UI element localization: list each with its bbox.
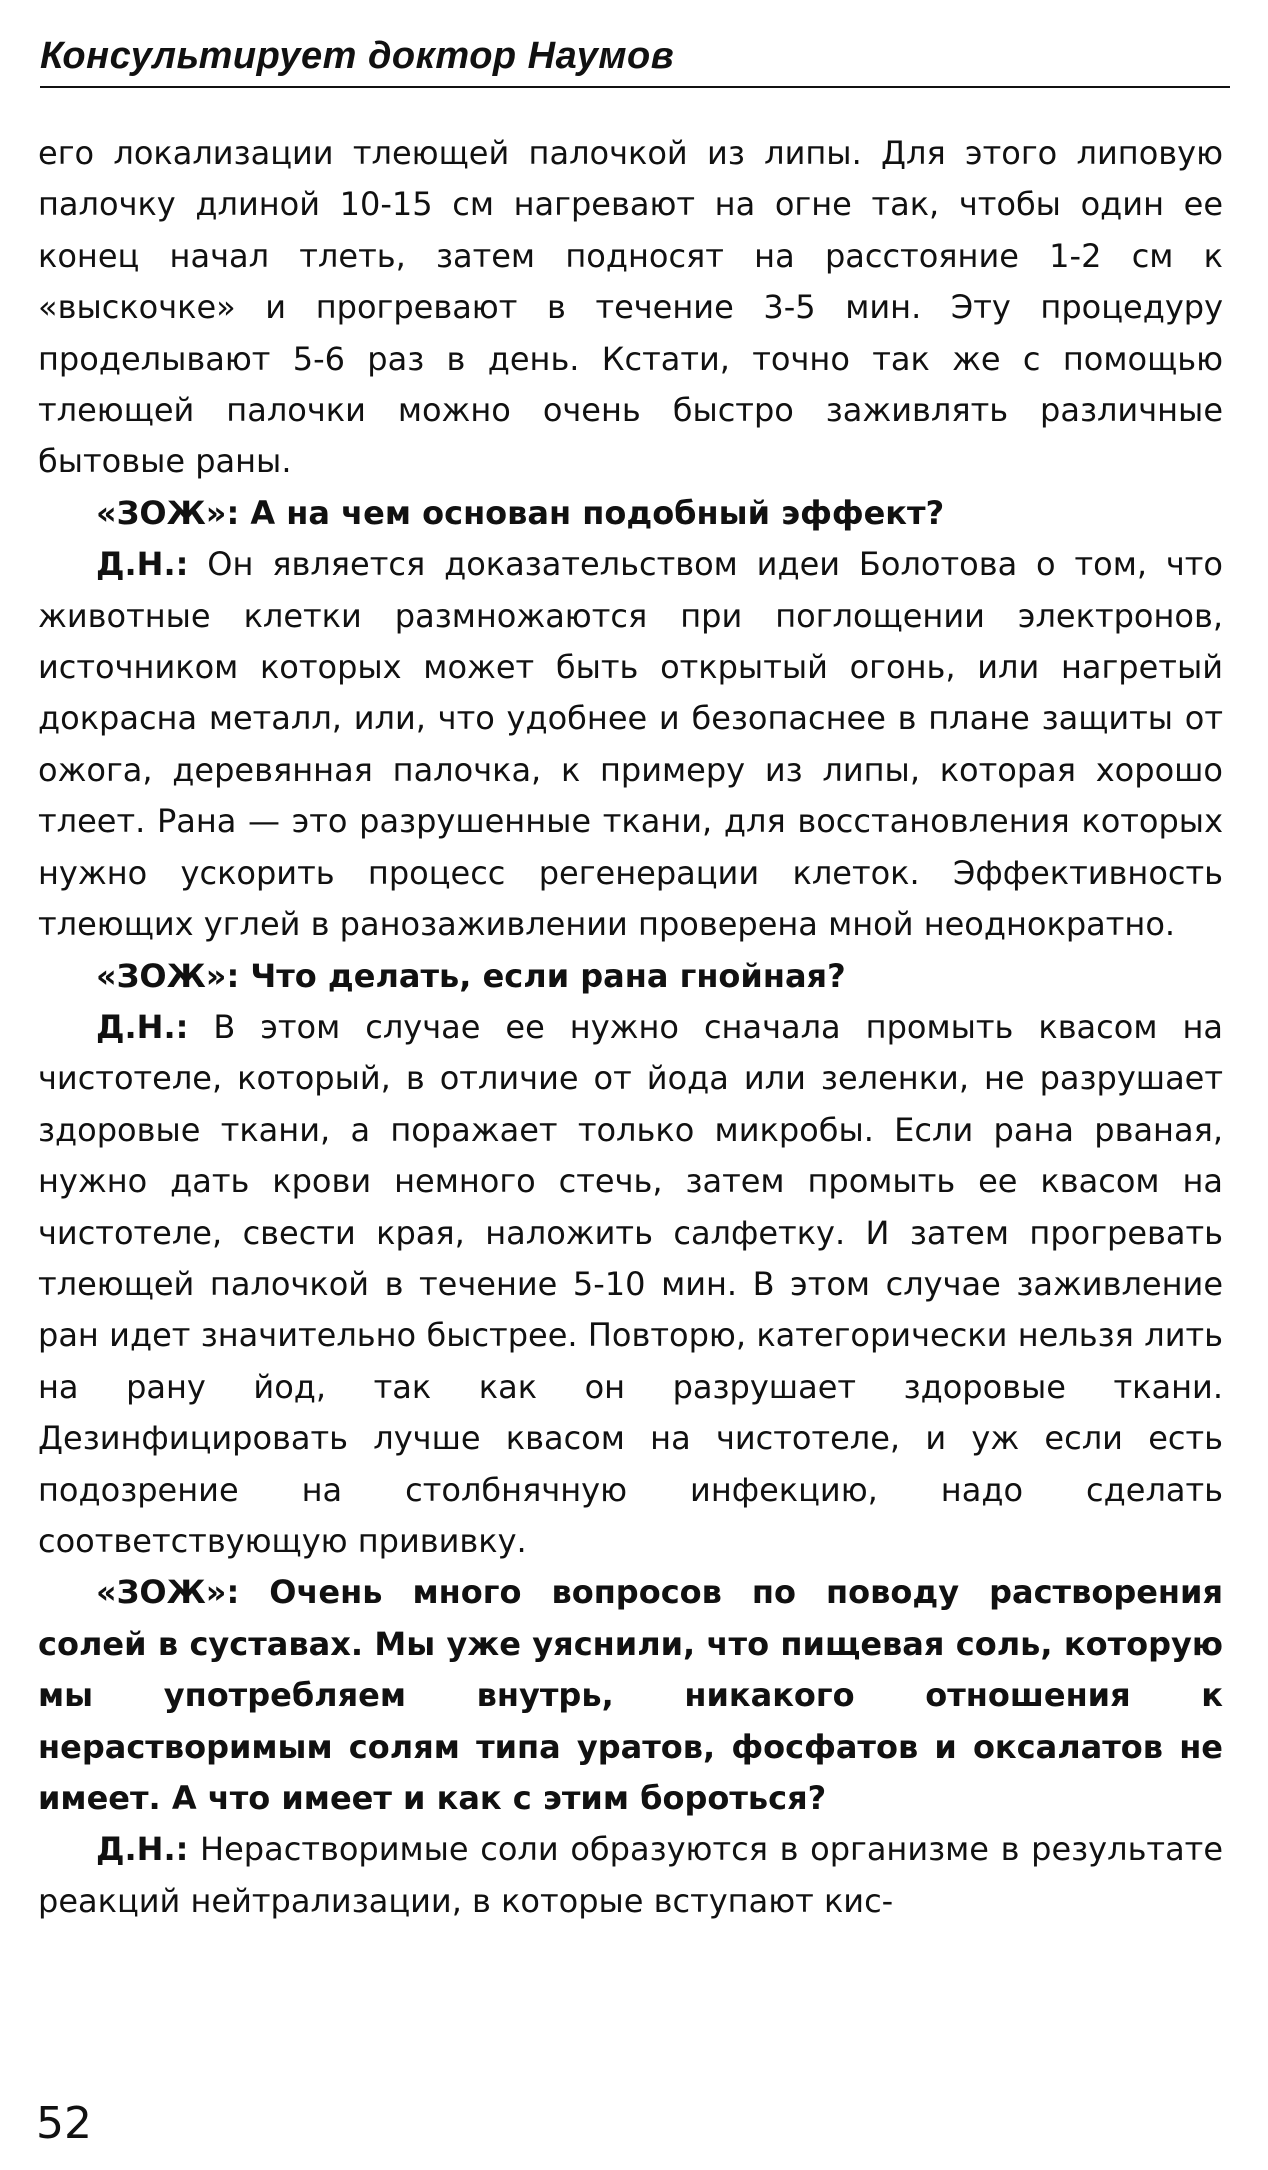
body-text xyxy=(38,128,1223,1927)
answer-1 xyxy=(38,539,1223,950)
answer-2 xyxy=(38,1002,1223,1567)
answer-3 xyxy=(38,1824,1223,1927)
running-header xyxy=(40,28,1230,88)
running-title: Консультирует доктор Наумов xyxy=(40,35,675,77)
question-3: «ЗОЖ»: Очень много вопросов по поводу растворения солей в суставах. Мы уже уяснили, что пищевая соль, которую мы употребляем внутрь, никакого отношения к нерастворимым солям типа уратов, фосфатов и оксалатов не имеет. А что имеет и как с этим бороться? xyxy=(38,1573,1223,1817)
answer-2-speaker: Д.Н.: xyxy=(96,1007,189,1046)
answer-2-text: В этом случае ее нужно сначала промыть квасом на чистотеле, который, в отличие от йода или зеленки, не разрушает здоровые ткани, а поражает только микробы. Если рана рваная, нужно дать крови немного стечь, затем промыть ее квасом на чистотеле, свести края, наложить салфетку. И затем прогревать тлеющей палочкой в течение 5-10 мин. В этом случае заживление ран идет значительно быстрее. Повторю, категорически нельзя лить на рану йод, так как он разрушает здоровые ткани. Дезинфицировать лучше квасом на чистотеле, и уж если есть подозрение на столбнячную инфекцию, надо сделать соответствующую прививку. xyxy=(38,1007,1223,1560)
question-1: «ЗОЖ»: А на чем основан подобный эффект? xyxy=(96,493,945,532)
answer-3-speaker: Д.Н.: xyxy=(96,1830,189,1869)
paragraph-continuation: его локализации тлеющей палочкой из липы. Для этого липовую палочку длиной 10-15 см нагревают на огне так, чтобы один ее конец начал тлеть, затем подносят на расстояние 1-2 см к «выскочке» и прогревают в течение 3-5 мин. Эту процедуру проделывают 5-6 раз в день. Кстати, точно так же с помощью тлеющей палочки можно очень быстро заживлять различные бытовые раны. xyxy=(38,134,1223,481)
page-number: 52 xyxy=(36,2098,92,2149)
answer-1-text: Он является доказательством идеи Болотова о том, что животные клетки размножаются при поглощении электронов, источником которых может быть открытый огонь, или нагретый докрасна металл, или, что удобнее и безопаснее в плане защиты от ожога, деревянная палочка, к примеру из липы, которая хорошо тлеет. Рана — это разрушенные ткани, для восстановления которых нужно ускорить процесс регенерации клеток. Эффективность тлеющих углей в ранозаживлении проверена мной неоднократно. xyxy=(38,545,1223,944)
answer-3-text: Нерастворимые соли образуются в организме в результате реакций нейтрализации, в которые вступают кис- xyxy=(38,1830,1223,1920)
question-2: «ЗОЖ»: Что делать, если рана гнойная? xyxy=(96,956,846,995)
answer-1-speaker: Д.Н.: xyxy=(96,545,189,584)
